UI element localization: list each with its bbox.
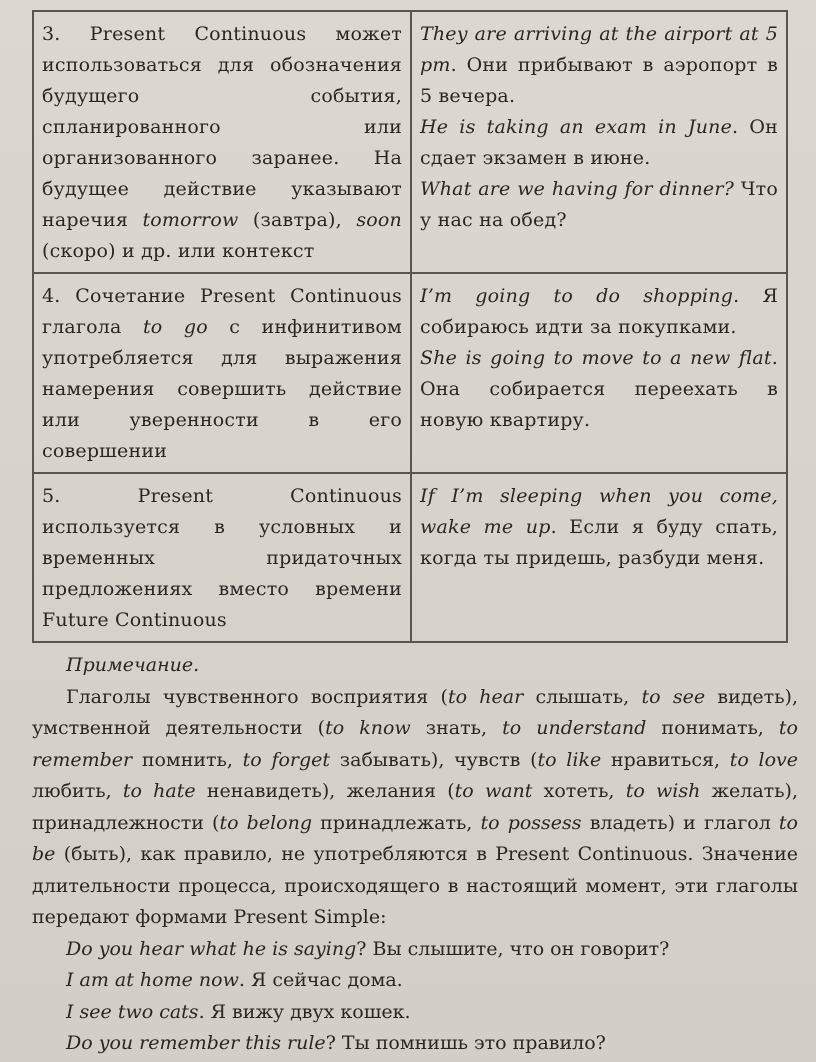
- example-line: She is going to move to a new flat. Она собирается переехать в новую квартиру.: [420, 347, 778, 431]
- note-section: [32, 650, 798, 1060]
- italic-term: to forget: [242, 748, 331, 771]
- example-cell: [411, 273, 787, 473]
- italic-term: to hate: [122, 780, 196, 802]
- italic-term: to belong: [219, 811, 312, 834]
- italic-term: to see: [641, 685, 706, 708]
- italic-term: to hear: [447, 685, 524, 708]
- list-item: I see two cats. Я вижу двух кошек.: [66, 1000, 411, 1023]
- table-row: [33, 11, 787, 273]
- table-row: [33, 273, 787, 473]
- example-line: They are arriving at the airport at 5 pm. Они прибывают в аэропорт в 5 вечера.: [420, 23, 778, 107]
- italic-term: He is taking an exam in June: [420, 116, 733, 138]
- note-body: Глаголы чувственного восприятия (to hear слышать, to see видеть), умственной деятельности (to know знать, to understand понимать, to remember помнить, to forget забывать), чувств (to like нравиться, to love любить, to hate ненавидеть), желания (to want хотеть, to wish желать), принадлежности (to belong принадлежать, to possess владеть) и глагол to be (быть), как правило, не употребляются в Present Continuous. Значение длительности процесса, происходящего в настоящий момент, эти глаголы передают формами Present Simple:: [32, 685, 799, 928]
- italic-term: to understand: [502, 717, 647, 739]
- italic-term: If I’m sleeping when you come, wake me up: [420, 485, 778, 538]
- rule-cell: 4. Сочетание Present Continuous глагола to go с инфинитивом употребляется для выражения намерения совершить действие или уверенности в его совершении: [33, 273, 411, 473]
- table-row: [33, 473, 787, 642]
- list-item: I am at home now. Я сейчас дома.: [66, 969, 403, 991]
- note-examples: [32, 934, 798, 1060]
- italic-term: soon: [356, 209, 402, 231]
- list-item: Do you hear what he is saying? Вы слышите, что он говорит?: [66, 937, 670, 960]
- italic-term: They are arriving at the airport at 5 pm: [420, 23, 778, 76]
- italic-term: to wish: [625, 780, 701, 802]
- italic-term: I’m going to do shopping: [420, 285, 734, 307]
- italic-term: tomorrow: [142, 209, 239, 231]
- italic-term: I am at home now: [66, 969, 239, 991]
- italic-term: I see two cats: [66, 1000, 199, 1023]
- italic-term: She is going to move to a new flat: [420, 347, 772, 369]
- italic-term: What are we having for dinner?: [420, 178, 735, 200]
- italic-term: to go: [142, 316, 208, 338]
- italic-term: to be: [32, 811, 798, 865]
- example-cell: [411, 11, 787, 273]
- italic-term: to possess: [480, 811, 582, 834]
- example-line: What are we having for dinner? Что у нас на обед?: [420, 178, 778, 231]
- italic-term: to remember: [32, 717, 798, 771]
- rule-cell: 3. Present Continuous может использоваться для обозначения будущего события, спланированного или организованного заранее. На будущее действие указывают наречия tomorrow (завтра), soon (скоро) и др. или контекст: [33, 11, 411, 273]
- example-line: He is taking an exam in June. Он сдает экзамен в июне.: [420, 116, 778, 169]
- example-line: I’m going to do shopping. Я собираюсь идти за покупками.: [420, 285, 778, 338]
- italic-term: to want: [454, 780, 533, 802]
- italic-term: Do you remember this rule: [66, 1032, 326, 1054]
- grammar-table: [32, 10, 788, 643]
- italic-term: to love: [729, 748, 799, 771]
- italic-term: to like: [537, 748, 602, 771]
- note-heading: Примечание.: [66, 654, 200, 676]
- example-cell: [411, 473, 787, 642]
- list-item: Do you remember this rule? Ты помнишь это правило?: [66, 1032, 606, 1054]
- example-line: If I’m sleeping when you come, wake me up. Если я буду спать, когда ты придешь, разбуди меня.: [420, 485, 778, 569]
- italic-term: Do you hear what he is saying: [66, 937, 357, 960]
- rule-cell: 5. Present Continuous используется в условных и временных придаточных предложениях вместо времени Future Continuous: [33, 473, 411, 642]
- italic-term: to know: [325, 717, 411, 739]
